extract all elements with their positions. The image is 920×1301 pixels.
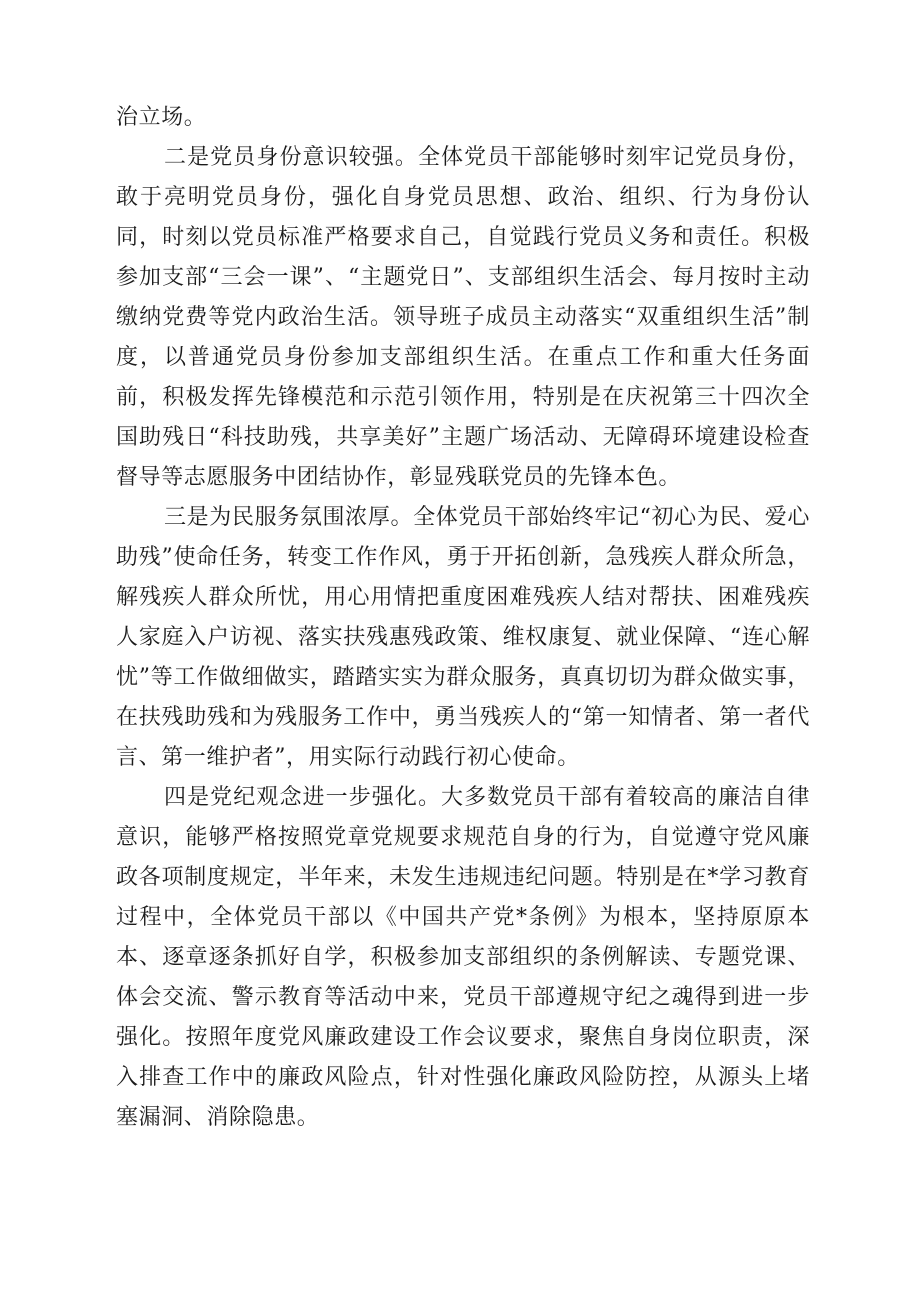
paragraph-party-discipline: 四是党纪观念进一步强化。大多数党员干部有着较高的廉洁自律意识，能够严格按照党章党规要求规范自身的行为，自觉遵守党风廉政各项制度规定，半年来，未发生违规违纪问题。特别是在*学习教育过程中，全体党员干部以《中国共产党*条例》为根本，坚持原原本本、逐章逐条抓好自学，积极参加支部组织的条例解读、专题党课、体会交流、警示教育等活动中来，党员干部遵规守纪之魂得到进一步强化。按照年度党风廉政建设工作会议要求，聚焦自身岗位职责，深入排查工作中的廉政风险点，针对性强化廉政风险防控，从源头上堵塞漏洞、消除隐患。 (116, 785, 810, 1130)
paragraph-party-identity: 二是党员身份意识较强。全体党员干部能够时刻牢记党员身份，敢于亮明党员身份，强化自身党员思想、政治、组织、行为身份认同，时刻以党员标准严格要求自己，自觉践行党员义务和责任。积极参加支部“三会一课”、“主题党日”、支部组织生活会、每月按时主动缴纳党费等党内政治生活。领导班子成员主动落实“双重组织生活”制度，以普通党员身份参加支部组织生活。在重点工作和重大任务面前，积极发挥先锋模范和示范引领作用，特别是在庆祝第三十四次全国助残日“科技助残，共享美好”主题广场活动、无障碍环境建设检查督导等志愿服务中团结协作，彰显残联党员的先锋本色。 (116, 145, 810, 490)
paragraph-serve-people: 三是为民服务氛围浓厚。全体党员干部始终牢记“初心为民、爱心助残”使命任务，转变工作作风，勇于开拓创新，急残疾人群众所急，解残疾人群众所忧，用心用情把重度困难残疾人结对帮扶、困难残疾人家庭入户访视、落实扶残惠残政策、维权康复、就业保障、“连心解忧”等工作做细做实，踏踏实实为群众服务，真真切切为群众做实事，在扶残助残和为残服务工作中，勇当残疾人的“第一知情者、第一者代言、第一维护者”，用实际行动践行初心使命。 (116, 505, 810, 770)
document-body (116, 98, 810, 1138)
paragraph-continuation: 治立场。 (116, 105, 207, 130)
